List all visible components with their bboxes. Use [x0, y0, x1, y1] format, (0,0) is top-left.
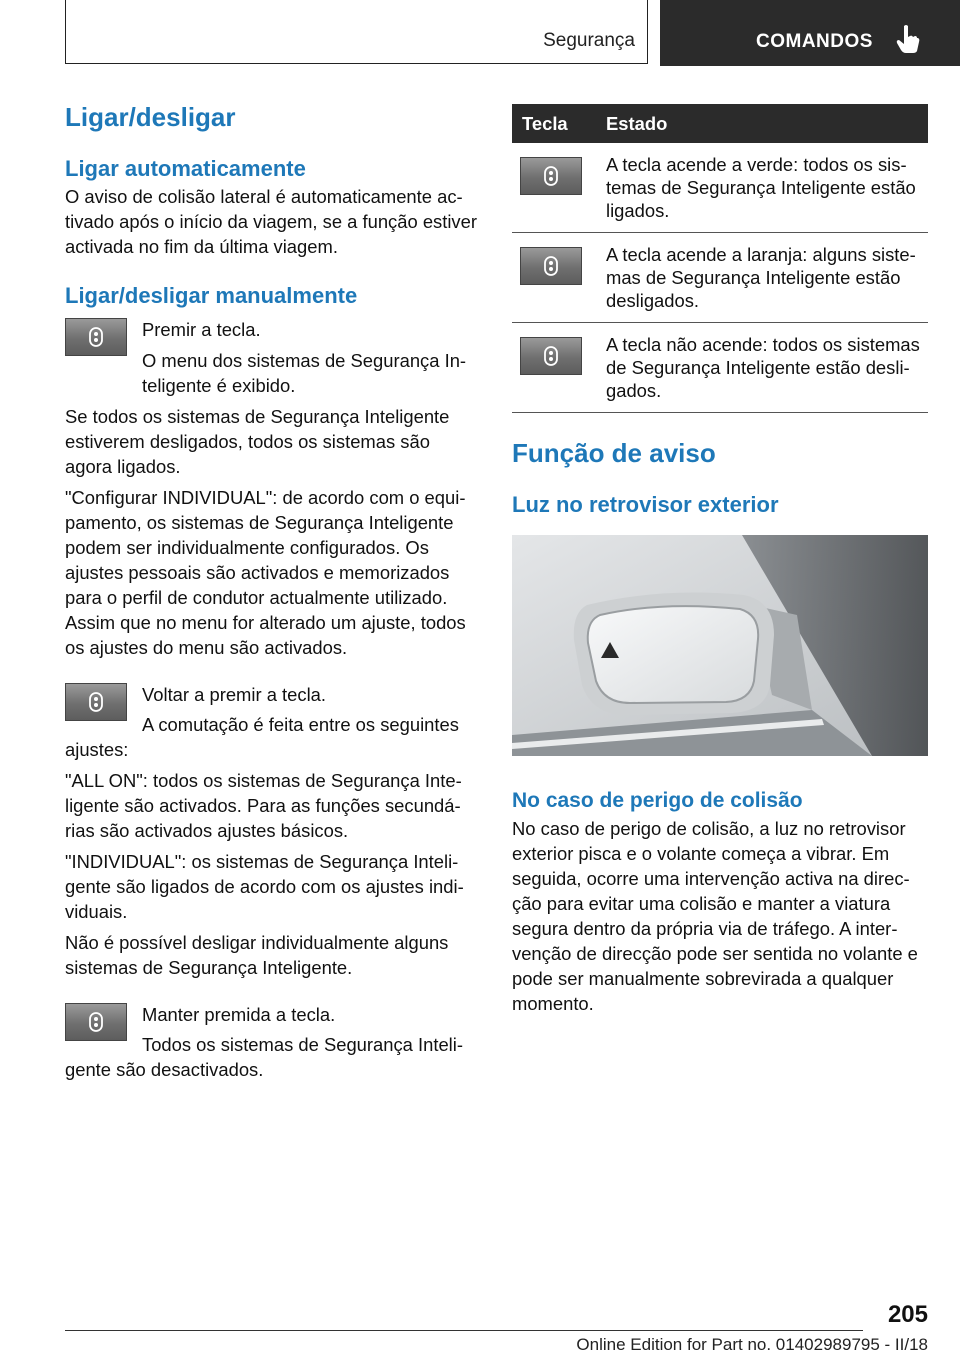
side-mirror-illustration [512, 535, 928, 756]
collision-block [512, 786, 928, 1016]
table-header-tecla: Tecla [512, 104, 596, 143]
table-header-row [512, 104, 928, 143]
table-row [512, 323, 928, 413]
paragraph-individual-config: "Configurar INDIVIDUAL": de acordo com o equipamento, os sistemas de Segurança Inteligente podem ser individualmente configurados. Os ajustes pessoais são activados e memorizados para o perfil de condutor actualmente utilizado. Assim que no menu for alterado um ajuste, todos os ajustes do menu são activados. [65, 487, 466, 658]
paragraph-all-off: Se todos os sistemas de Segurança Inteligente estiverem desligados, todos os sistemas são agora ligados. [65, 406, 450, 477]
warning-triangle-icon [600, 641, 620, 664]
section-title: Segurança [543, 30, 635, 51]
heading-ligar-desligar: Ligar/desligar [65, 102, 236, 132]
status-table-wrap [512, 104, 928, 413]
key-step-3-desc: Todos os sistemas de Segurança Inteligente são desactivados. [65, 1034, 463, 1080]
key-step-2-desc: A comutação é feita entre os seguintes ajustes: [65, 714, 459, 760]
heading-funcao-de-aviso: Função de aviso [512, 438, 716, 468]
page-number: 205 [887, 1301, 928, 1328]
chapter-title: COMANDOS [756, 31, 873, 52]
left-column [65, 100, 480, 1082]
footer-edition: Online Edition for Part no. 01402989795 - II/18 [576, 1335, 928, 1354]
paragraph-individual: "INDIVIDUAL": os sistemas de Segurança Inteligente são ligados de acordo com os ajustes individuais. [65, 851, 464, 922]
table-cell-estado: A tecla não acende: todos os sistemas de Segurança Inteligente estão desligados. [596, 323, 928, 413]
chapter-tab [660, 0, 960, 66]
safety-key-icon [520, 247, 582, 285]
table-row [512, 233, 928, 323]
warning-function-block [512, 436, 928, 520]
safety-key-icon [65, 683, 127, 721]
paragraph-collision: No caso de perigo de colisão, a luz no retrovisor exterior pisca e o volante começa a vibrar. Em seguida, ocorre uma intervenção activa na direcção para evitar uma colisão e manter a viatura segura dentro da própria via de tráfego. A intervenção de direcção pode ser sentida no volante e pode ser manualmente sobrevirada a qualquer momento. [512, 818, 918, 1014]
heading-ligar-manualmente: Ligar/desligar manualmente [65, 283, 358, 308]
heading-luz-retrovisor: Luz no retrovisor exterior [512, 492, 779, 517]
paragraph-auto: O aviso de colisão lateral é automaticamente activado após o início da viagem, se a função estiver activada no fim da última viagem. [65, 186, 477, 257]
key-step-1 [65, 317, 480, 398]
heading-perigo-colisao: No caso de perigo de colisão [512, 789, 803, 812]
key-step-3 [65, 1002, 480, 1052]
paragraph-all-on: "ALL ON": todos os sistemas de Segurança Inteligente são activados. Para as funções secundárias são activados ajustes básicos. [65, 770, 462, 841]
key-step-3-label: Manter premida a tecla. [142, 1004, 336, 1025]
safety-key-icon [520, 337, 582, 375]
safety-key-icon [65, 1003, 127, 1041]
header-left-frame [65, 0, 648, 64]
pointing-hand-icon [896, 24, 920, 59]
paragraph-not-possible: Não é possível desligar individualmente alguns sistemas de Segurança Inteligente. [65, 932, 449, 978]
table-cell-estado: A tecla acende a laranja: alguns sistemas de Segurança Inteligente estão desligados. [596, 233, 928, 323]
key-step-1-desc: O menu dos sistemas de Segurança Inteligente é exibido. [142, 350, 467, 396]
safety-key-icon [520, 157, 582, 195]
status-table [512, 104, 928, 413]
heading-ligar-automaticamente: Ligar automaticamente [65, 156, 306, 181]
table-row [512, 143, 928, 233]
key-step-2-label: Voltar a premir a tecla. [142, 684, 326, 705]
table-cell-estado: A tecla acende a verde: todos os sistemas de Segurança Inteligente estão ligados. [596, 143, 928, 233]
key-step-2 [65, 682, 480, 732]
table-header-estado: Estado [596, 104, 928, 143]
key-step-1-label: Premir a tecla. [142, 319, 261, 340]
safety-key-icon [65, 318, 127, 356]
footer-divider [65, 1330, 863, 1331]
